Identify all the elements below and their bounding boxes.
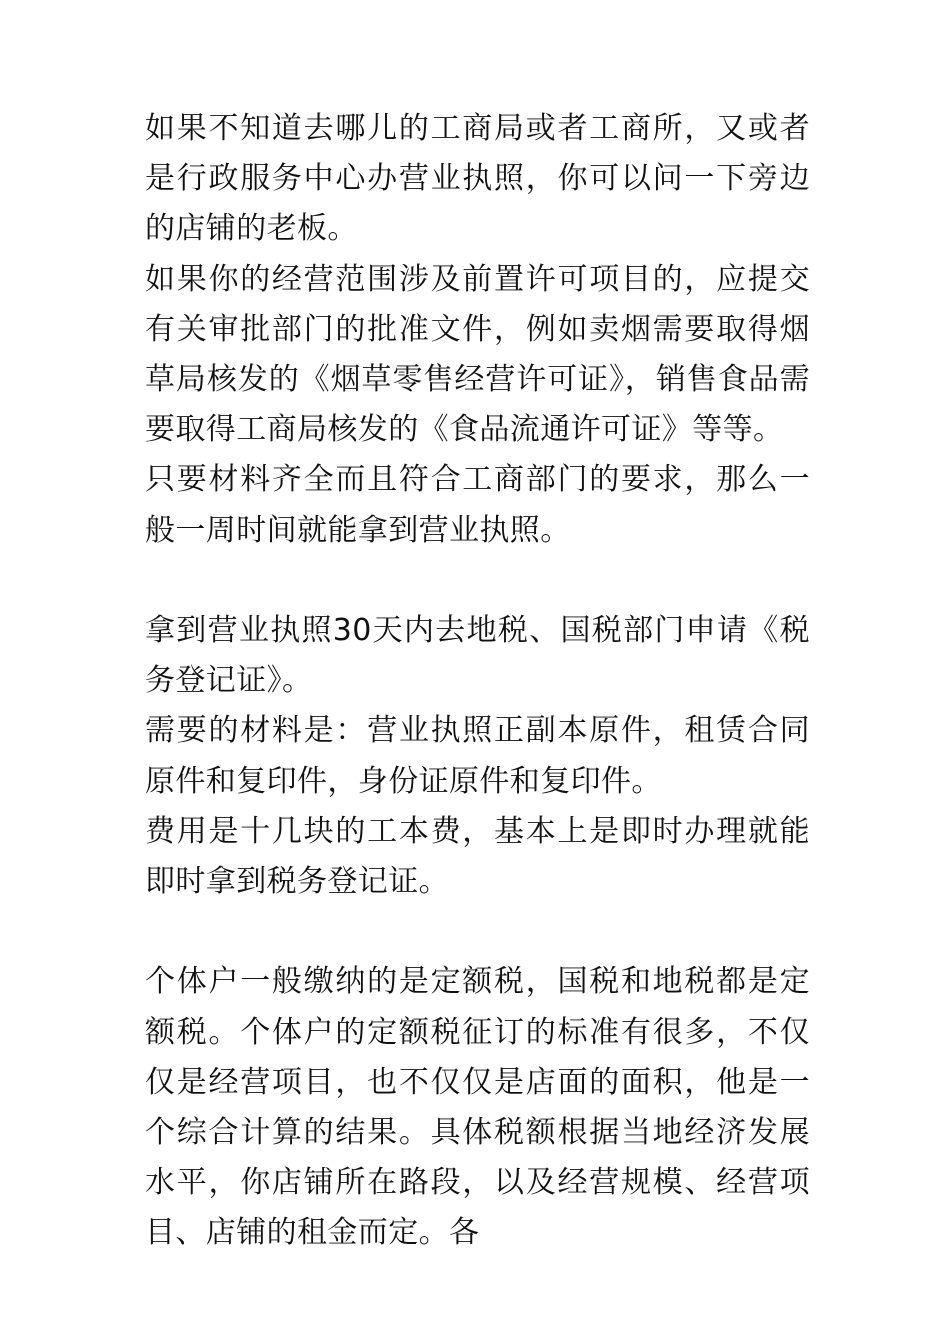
paragraph-fixed-tax: 个体户一般缴纳的是定额税，国税和地税都是定额税。个体户的定额税征订的标准有很多，不仅仅是经营项目，也不仅仅是店面的面积，他是一个综合计算的结果。具体税额根据当地经济发展水平，你店铺所在路段，以及经营规模、经营项目、店铺的租金而定。各 [145, 964, 810, 1251]
paragraph-tax-registration: 拿到营业执照30天内去地税、国税部门申请《税务登记证》。 [145, 613, 810, 699]
paragraph-required-materials: 需要的材料是：营业执照正副本原件，租赁合同原件和复印件，身份证原件和复印件。 [145, 713, 810, 799]
paragraph-fees: 费用是十几块的工本费，基本上是即时办理就能即时拿到税务登记证。 [145, 813, 810, 900]
document-page [145, 104, 810, 1259]
paragraph-pre-approval-permits: 如果你的经营范围涉及前置许可项目的，应提交有关审批部门的批准文件，例如卖烟需要取得烟草局核发的《烟草零售经营许可证》，销售食品需要取得工商局核发的《食品流通许可证》等等。 [145, 261, 810, 448]
paragraph-gap [145, 907, 810, 957]
paragraph-gap [145, 556, 810, 606]
paragraph-processing-time: 只要材料齐全而且符合工商部门的要求，那么一般一周时间就能拿到营业执照。 [145, 462, 810, 548]
paragraph-business-license-location: 如果不知道去哪儿的工商局或者工商所，又或者是行政服务中心办营业执照，你可以问一下旁边的店铺的老板。 [145, 111, 810, 247]
